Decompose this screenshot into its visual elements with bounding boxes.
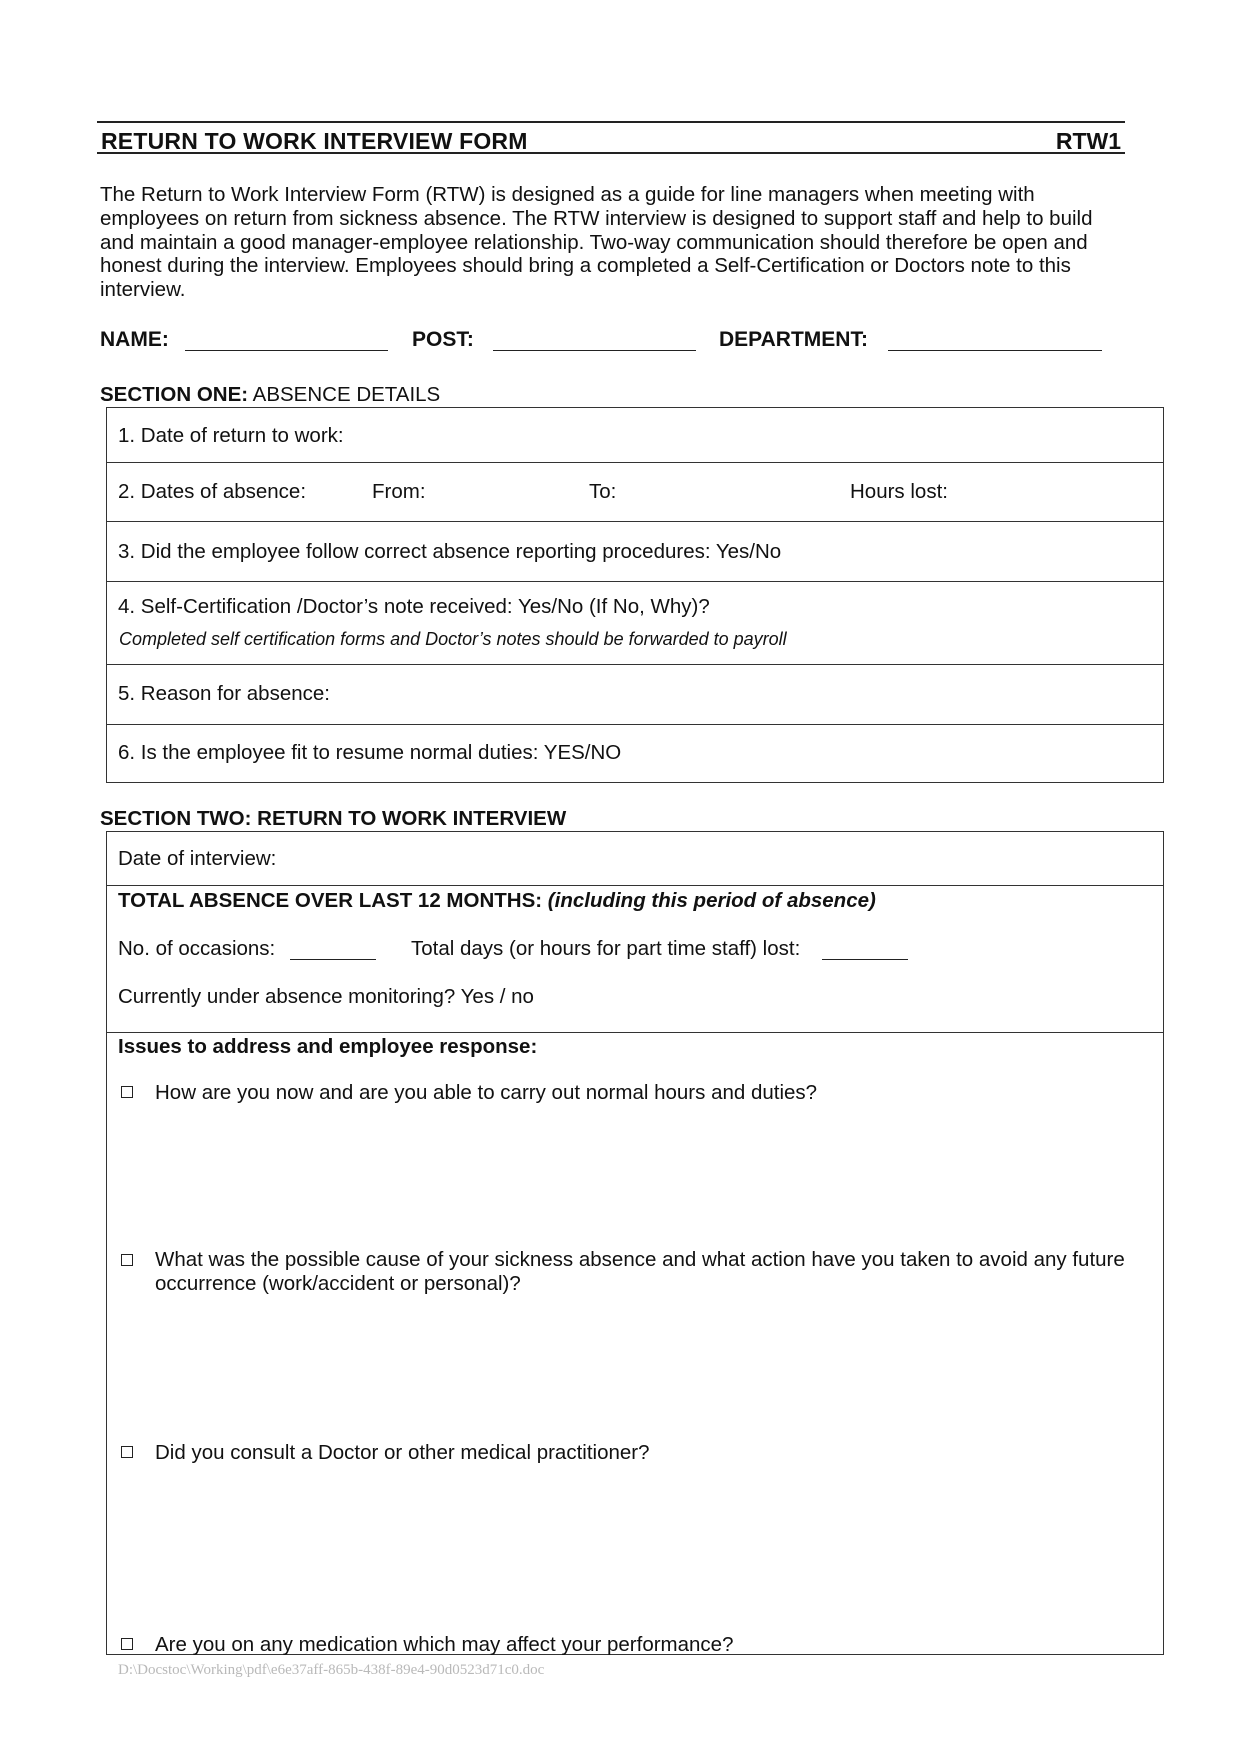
name-label: NAME: [100,328,169,351]
interview-date-label: Date of interview: [118,847,277,870]
checkbox-icon[interactable] [121,1638,133,1650]
form-title: RETURN TO WORK INTERVIEW FORM [101,128,528,154]
occasions-field[interactable] [290,958,376,960]
department-field[interactable] [888,350,1102,351]
form-code: RTW1 [1055,128,1121,154]
total-days-label: Total days (or hours for part time staff) lost: [411,937,801,960]
section-one-heading [100,383,440,407]
row-reason [107,665,1163,725]
q2-from-label: From: [372,480,426,503]
section-one-table [106,407,1164,783]
row-absence-dates [107,463,1163,522]
section-two-table [106,831,1164,1655]
row-fit-to-resume [107,725,1163,784]
footer-file-path: D:\Docstoc\Working\pdf\e6e37aff-865b-438f-89e4-90d0523d71c0.doc [118,1662,545,1678]
q1-label: 1. Date of return to work: [118,424,344,447]
total-absence-heading [118,889,876,913]
total-absence-heading-bold: TOTAL ABSENCE OVER LAST 12 MONTHS: [118,889,543,912]
q2-to-label: To: [589,480,617,503]
name-field[interactable] [185,350,388,351]
section-two-heading-text: SECTION TWO: RETURN TO WORK INTERVIEW [100,807,567,830]
checkbox-icon[interactable] [121,1446,133,1458]
q4-note: Completed self certification forms and Doctor’s notes should be forwarded to payroll [119,629,787,649]
issue-question-2: What was the possible cause of your sickness absence and what action have you taken to avoid any future occurrence (work/accident or personal)? [155,1248,1125,1295]
row-issues [107,1033,1163,1656]
form-header [97,121,1125,154]
issue-question-1: How are you now and are you able to carry out normal hours and duties? [155,1081,818,1104]
q6-label: 6. Is the employee fit to resume normal duties: YES/NO [118,741,622,764]
issue-question-4: Are you on any medication which may affect your performance? [155,1633,734,1656]
q4-label: 4. Self-Certification /Doctor’s note received: Yes/No (If No, Why)? [118,595,710,618]
checkbox-icon[interactable] [121,1086,133,1098]
row-total-absence [107,886,1163,1033]
occasions-label: No. of occasions: [118,937,276,960]
department-label: DEPARTMENT: [719,328,868,351]
section-one-heading-rest: ABSENCE DETAILS [248,383,441,406]
post-field[interactable] [493,350,696,351]
section-two-heading [100,807,566,831]
total-days-field[interactable] [822,958,908,960]
intro-paragraph: The Return to Work Interview Form (RTW) is designed as a guide for line managers when meeting with employees on return from sickness absence. The RTW interview is designed to support staff and help to build and maintain a good manager-employee relationship. Two-way communication should therefore be open and honest during the interview. Employees should bring a completed a Self-Certification or Doctors note to this interview. [100,183,1093,302]
post-label: POST: [412,328,474,351]
q2-hours-lost-label: Hours lost: [850,480,948,503]
row-interview-date [107,832,1163,886]
monitoring-label: Currently under absence monitoring? Yes / no [118,985,534,1008]
q5-label: 5. Reason for absence: [118,682,330,705]
q2-label: 2. Dates of absence: [118,480,307,503]
total-absence-heading-italic: (including this period of absence) [547,889,876,912]
issue-question-3: Did you consult a Doctor or other medical practitioner? [155,1441,650,1464]
row-return-date [107,408,1163,463]
q3-label: 3. Did the employee follow correct absence reporting procedures: Yes/No [118,540,782,563]
issues-heading: Issues to address and employee response: [118,1035,538,1058]
row-self-certification [107,582,1163,665]
section-one-heading-bold: SECTION ONE: [100,383,249,406]
checkbox-icon[interactable] [121,1254,133,1266]
row-reporting-procedures [107,522,1163,582]
